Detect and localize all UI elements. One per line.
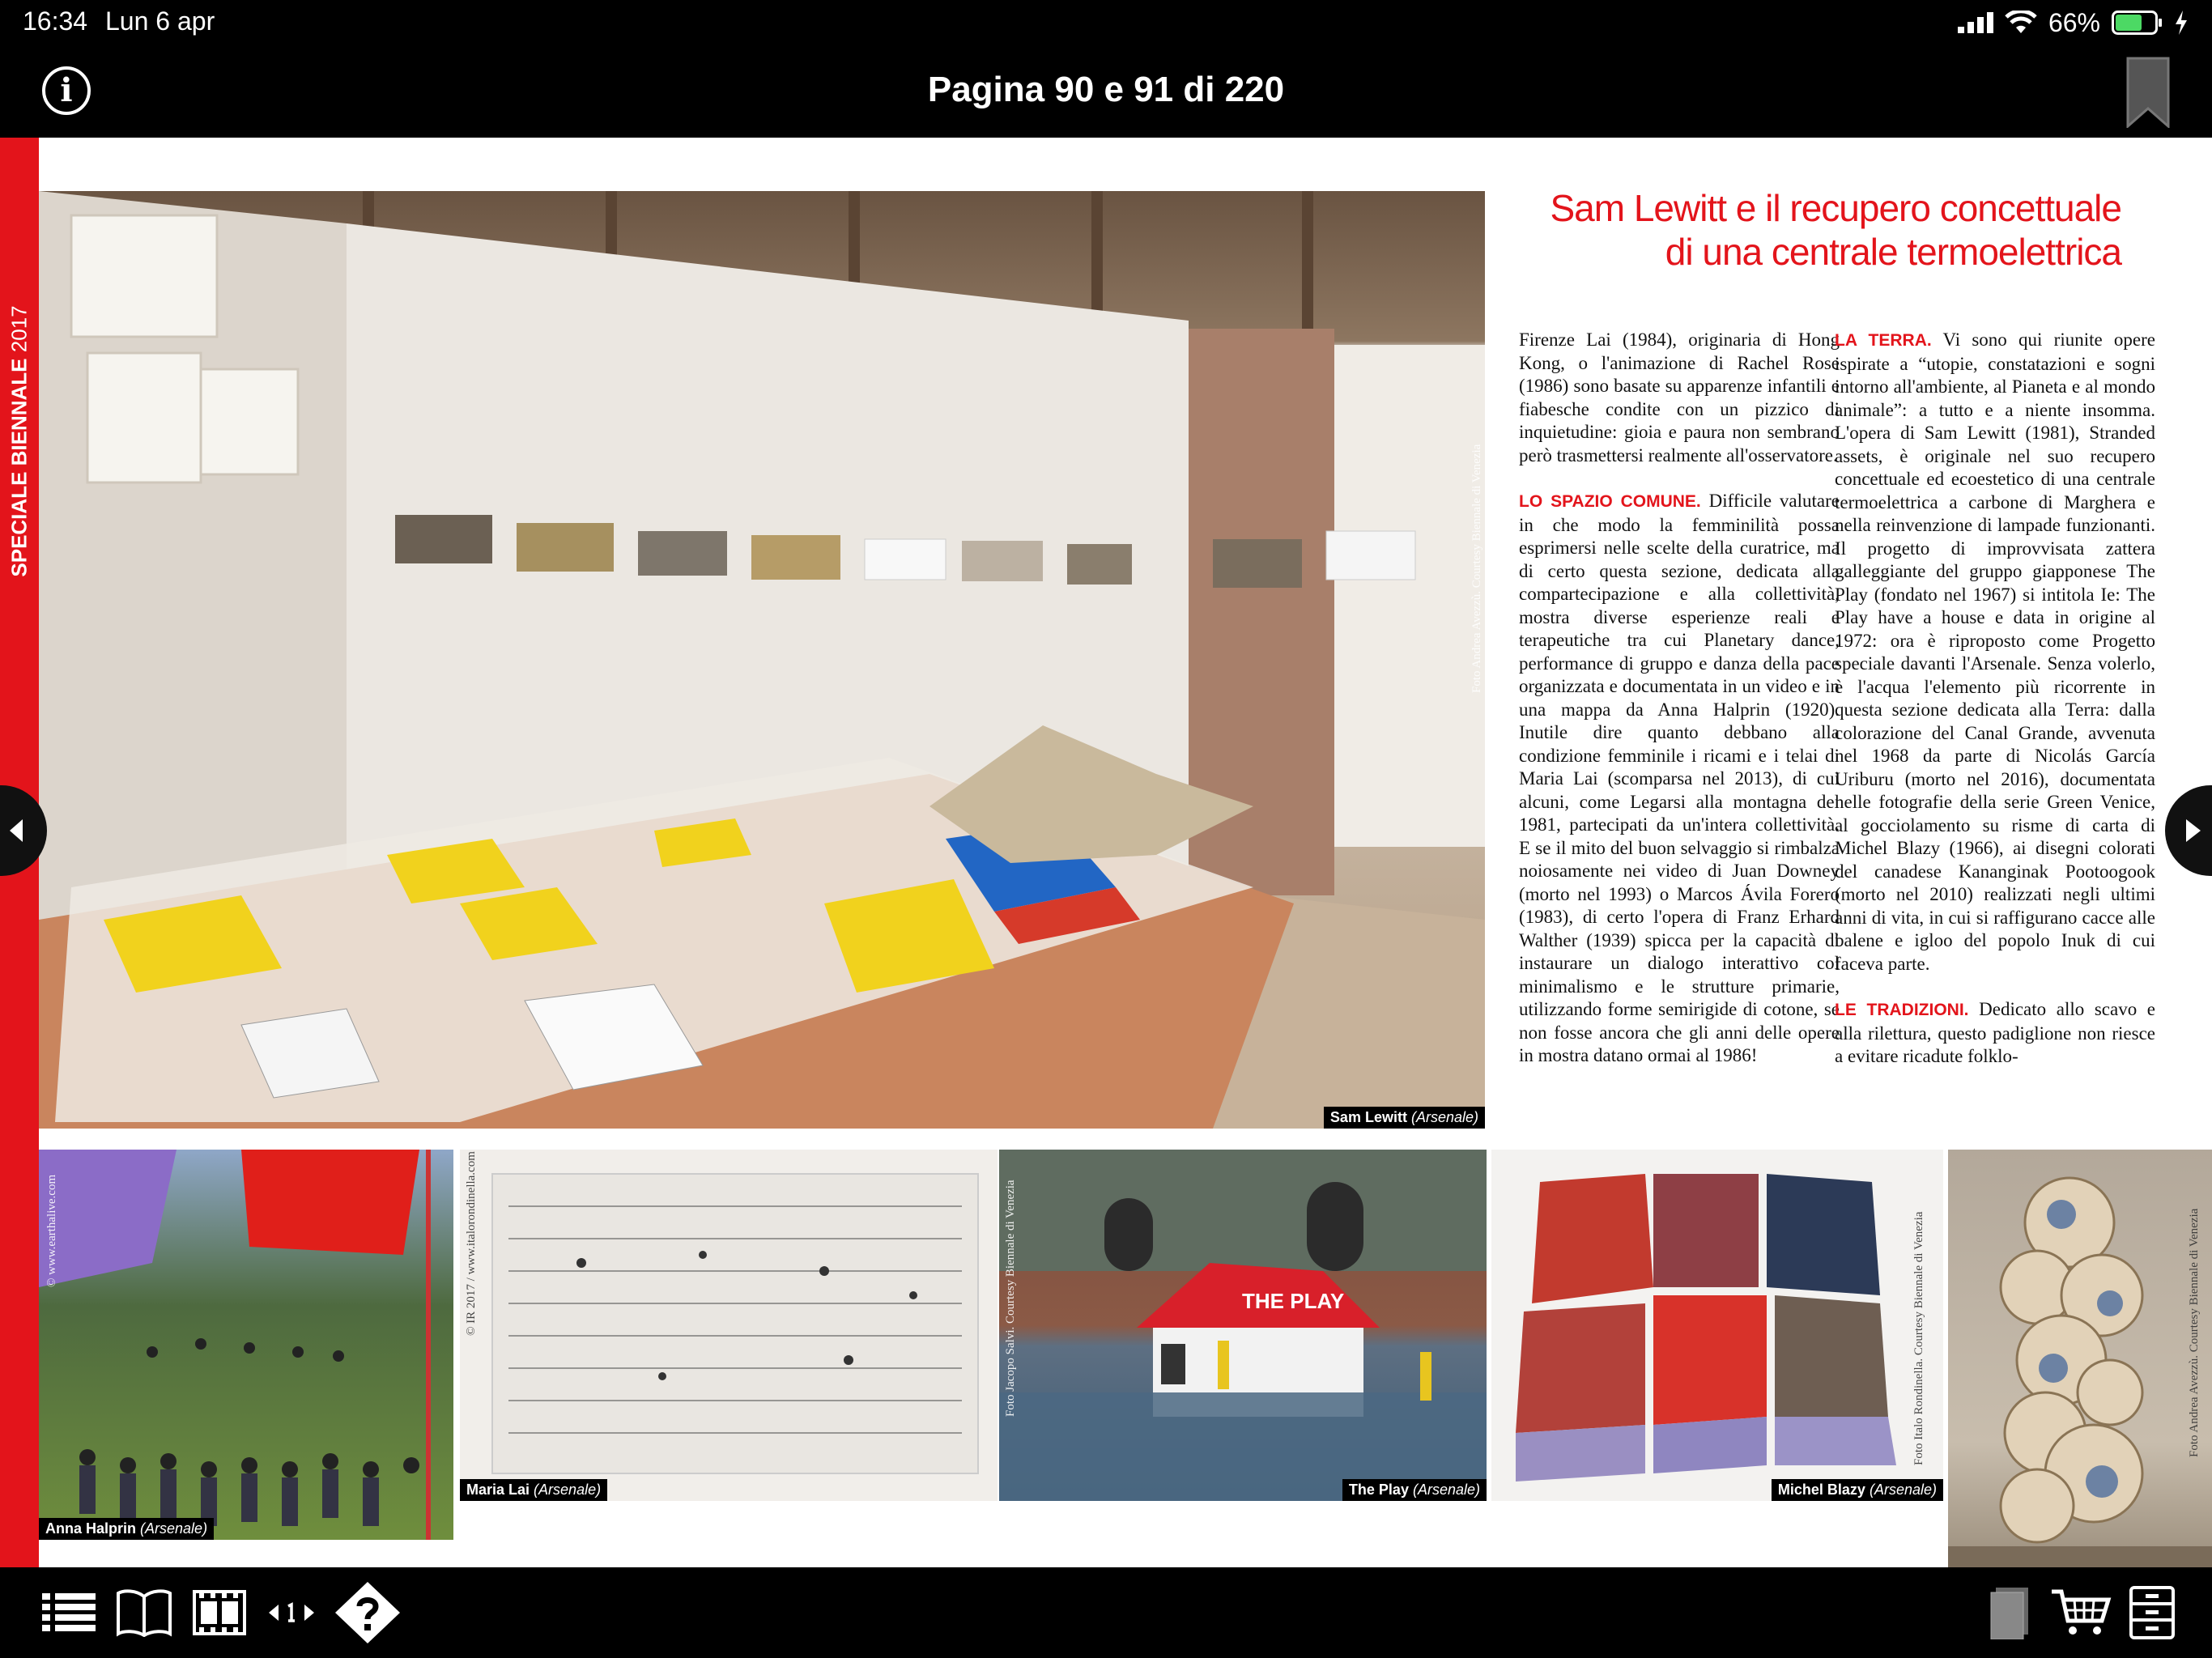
paper-stacks-illustration (1491, 1150, 1943, 1501)
photo-credit: Foto Italo Rondinella. Courtesy Biennale di Venezia (1912, 1211, 1925, 1465)
photo-caption: Michel Blazy (Arsenale) (1772, 1479, 1943, 1501)
battery-icon (2112, 11, 2163, 35)
title-bar (0, 45, 2212, 138)
thumbnails-button[interactable] (191, 1585, 248, 1640)
info-icon: i (60, 71, 73, 109)
book-icon (116, 1588, 172, 1637)
photo-credit: Foto Andrea Avezzù. Courtesy Biennale di Venezia (2188, 1208, 2201, 1457)
photo-michel-blazy (1491, 1150, 1943, 1501)
bottom-toolbar (0, 1567, 2212, 1658)
photo-caption: Anna Halprin (Arsenale) (39, 1518, 214, 1540)
photo-anna-halprin (39, 1150, 453, 1540)
photo-caption: The Play (Arsenale) (1342, 1479, 1487, 1501)
status-time: 16:34 (23, 6, 88, 36)
table-of-contents-button[interactable] (40, 1585, 97, 1640)
help-button[interactable] (335, 1585, 400, 1640)
page-title: Pagina 90 e 91 di 220 (927, 70, 1285, 109)
planetary-dance-illustration (39, 1150, 453, 1540)
signal-icon (1958, 12, 1993, 33)
battery-percent: 66% (2048, 7, 2100, 37)
photo-ceramic-sculpture (1948, 1150, 2212, 1567)
exhibition-hall-illustration (39, 191, 1485, 1129)
textile-grid-illustration (460, 1150, 998, 1501)
single-page-view-button[interactable] (113, 1585, 175, 1640)
main-photo-credit: Foto Andrea Avezzù. Courtesy Biennale di Venezia (1470, 444, 1483, 693)
floating-house-illustration (999, 1150, 1487, 1501)
section-lead: LO SPAZIO COMUNE. (1519, 492, 1701, 511)
magazine-stack-icon (1988, 1586, 2031, 1639)
status-date: Lun 6 apr (105, 6, 215, 36)
filmstrip-icon (193, 1590, 246, 1635)
archive-icon (2128, 1586, 2176, 1639)
next-page-button[interactable] (2165, 785, 2212, 876)
article-column-2 (1835, 329, 2155, 1091)
archive-button[interactable] (2126, 1585, 2178, 1640)
charging-bolt-icon (2175, 11, 2188, 35)
main-photo-caption: Sam Lewitt (Arsenale) (1324, 1107, 1485, 1129)
photo-caption: Maria Lai (Arsenale) (460, 1479, 607, 1501)
status-right (1958, 6, 2188, 39)
status-bar (0, 0, 2212, 45)
article-paragraph: LO SPAZIO COMUNE. Difficile valutare in che modo la femminilità possa esprimersi nelle scelte della curatrice, ma di certo questa sezione, dedicata alla compartecipazione e alla collettività, mostra diverse esperienze reali e terapeutiche tra cui Planetary dance, performance di gruppo e danza della pace organizzata e documentata in un video e in una mappa da Anna Halprin (1920). Inutile dire quanto debbano alla condizione femminile i ricami e i telai di Maria Lai (scomparsa nel 2013), di cui alcuni, come Legarsi alla montagna del 1981, partecipati da un'intera collettività. E se il mito del buon selvaggio si rimbalza noiosamente nei video di Juan Downey (morto nel 1993) o Marcos Ávila Forero (1983), di certo l'opera di Franz Erhard Walther (1939) spicca per la capacità di instaurare un dialogo interattivo col minimalismo e le strutture primarie, utilizzando forme semirigide di cotone, se non fosse ancora che gli anni delle opere in mostra datano ormai al 1986! (1519, 491, 1840, 1065)
section-lead: LA TERRA. (1835, 331, 1932, 350)
photo-maria-lai (460, 1150, 998, 1501)
photo-credit: Foto Jacopo Salvi. Courtesy Biennale di Venezia (1004, 1180, 1017, 1417)
article-column-1 (1519, 329, 1840, 1090)
help-icon (335, 1582, 400, 1643)
article-paragraph: Firenze Lai (1984), originaria di Hong Kong, o l'animazione di Rachel Rose (1986) sono basate su apparenze infantili e fiabesche condite con un pizzico di inquietudine: gioia e paura non sembrano però trasmettersi realmente all'osservatore. (1519, 329, 1840, 466)
previous-page-button[interactable] (0, 785, 47, 876)
chevron-right-icon (2165, 785, 2212, 876)
wifi-icon (2005, 11, 2037, 35)
magazine-spread[interactable] (0, 138, 2212, 1567)
chevron-left-icon (0, 785, 47, 876)
list-icon (42, 1593, 96, 1632)
photo-the-play (999, 1150, 1487, 1501)
library-button[interactable] (1985, 1585, 2034, 1640)
shop-button[interactable] (2048, 1585, 2113, 1640)
article-paragraph: LA TERRA. Vi sono qui riunite opere ispirate a “utopie, constatazioni e sogni intorno all'ambiente, al Pianeta e al mondo animale”: a tutto e a niente insomma. L'opera di Sam Lewitt (1981), Stranded assets, è originale nel suo recupero concettuale ed ecoestetico di una centrale termoelettrica a carbone di Marghera e nella reinvenzione di lampade funzionanti. Il progetto di improvvisata zattera galleggiante del gruppo giapponese The Play (fondato nel 1967) si intitola Ie: The Play have a house e data in origine al 1972: ora è riproposto come Progetto speciale davanti l'Arsenale. Senza volerlo, è l'acqua l'elemento più ricorrente in questa sezione dedicata alla Terra: dalla colorazione del Canal Grande, avvenuta nel 1968 da parte di Nicolás García Uriburu (morto nel 2016), documentata nelle fotografie della serie Green Venice, al gocciolamento su risme di carta di Michel Blazy (1966), ai disegni colorati del canadese Kananginak Pootoogook (morto nel 2010) realizzati negli ultimi anni di vita, in cui si raffigurano cacce alle balene e igloo del popolo Inuk di cui faceva parte. (1835, 329, 2155, 974)
go-to-page-button[interactable] (267, 1585, 316, 1640)
article-headline: Sam Lewitt e il recupero concettuale di una centrale termoelettrica (1550, 187, 2121, 273)
ceramic-sculpture-illustration (1948, 1150, 2212, 1567)
section-label: SPECIALE BIENNALE 2017 (6, 305, 32, 577)
photo-credit: © IR 2017 / www.italorondinella.com (465, 1151, 478, 1336)
page-arrows-icon (269, 1598, 314, 1627)
section-lead: LE TRADIZIONI. (1835, 1001, 1969, 1019)
main-photo-sam-lewitt (39, 191, 1485, 1129)
bookmark-icon[interactable] (2126, 57, 2170, 128)
house-roof-text: THE PLAY (1242, 1289, 1345, 1313)
article-paragraph: LE TRADIZIONI. Dedicato allo scavo e alla rilettura, questo padiglione non riesce a evitare ricadute folklo- (1835, 999, 2155, 1066)
cart-icon (2050, 1588, 2112, 1637)
photo-credit: © www.earthalive.com (45, 1174, 58, 1287)
